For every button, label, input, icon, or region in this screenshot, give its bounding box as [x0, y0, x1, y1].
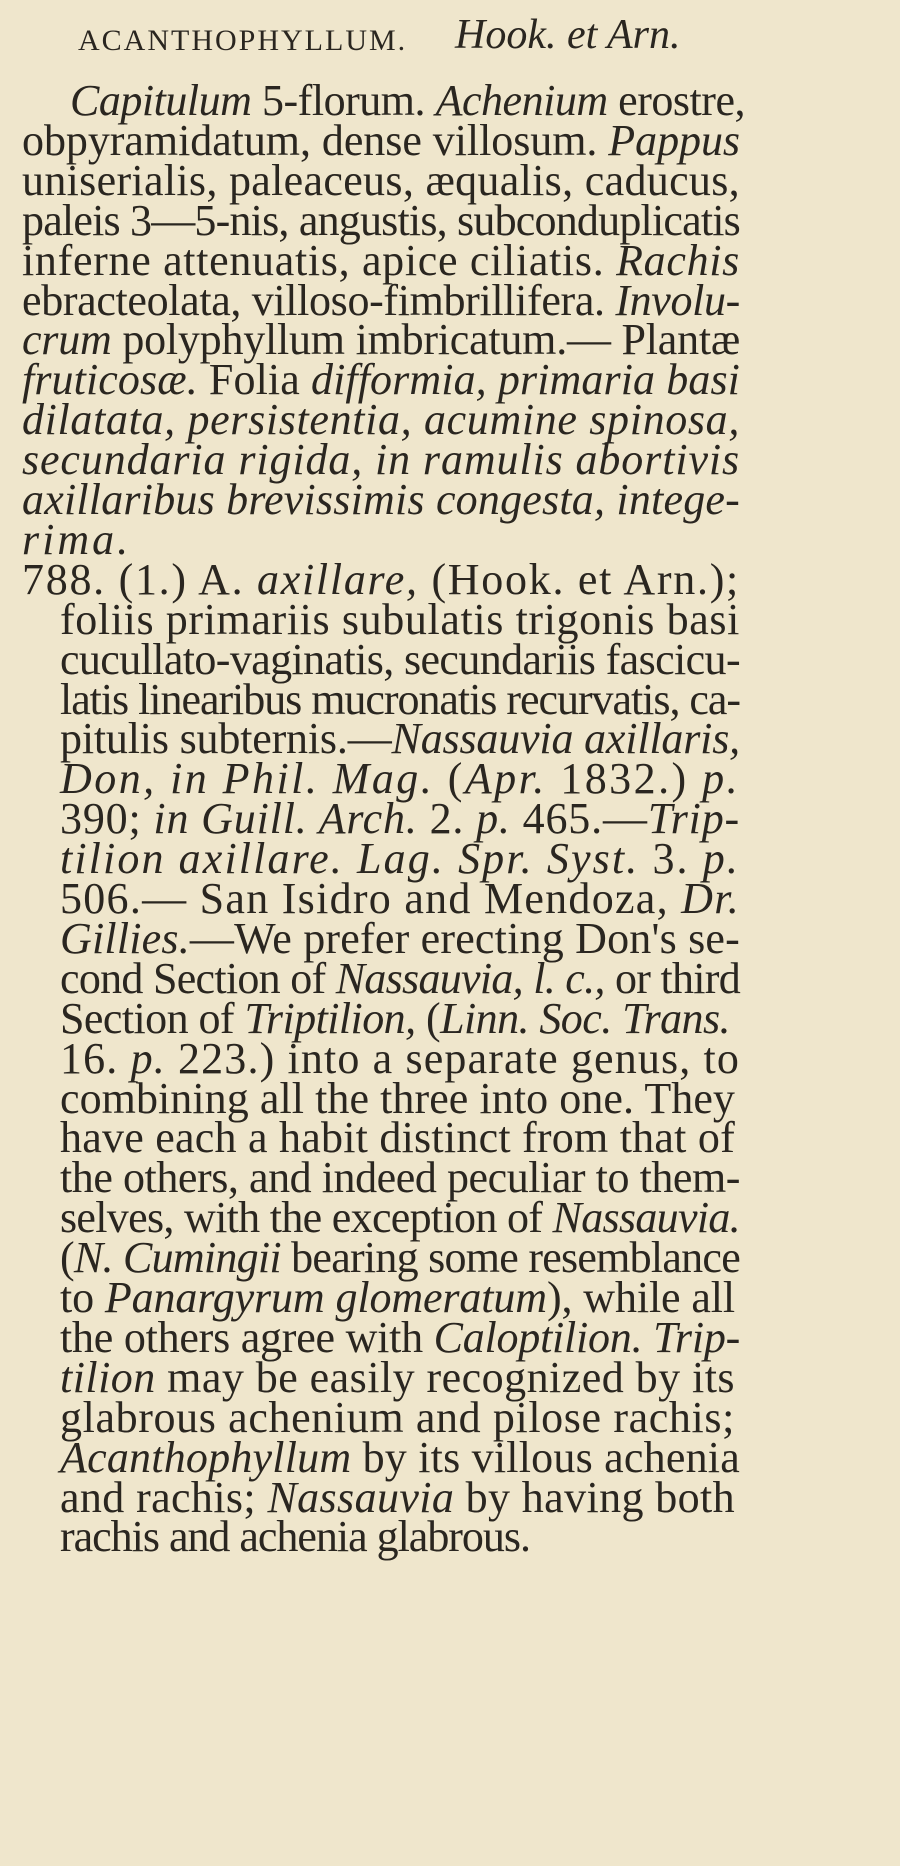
italic-run: Nassauvia [267, 1472, 455, 1522]
italic-run: tilion [60, 1352, 156, 1402]
roman-run: pitulis subternis.— [60, 714, 392, 764]
roman-run: by having both [454, 1472, 735, 1522]
italic-run: Achenium [435, 76, 608, 125]
roman-run: ebracteolata, villoso-fimbrillifera. [22, 275, 616, 325]
italic-run: p. [702, 754, 741, 804]
roman-run: 465.— [510, 794, 648, 844]
roman-run: 16. [60, 1033, 131, 1083]
italic-run: axillaribus brevissimis congesta, intege- [22, 475, 740, 524]
roman-run: by its villous achenia [351, 1432, 740, 1482]
roman-run: cond Section of [60, 953, 336, 1003]
roman-run: 223.) into a separate genus, to [165, 1033, 741, 1083]
roman-run: (Hook. et Arn.); [418, 554, 741, 604]
roman-run: ( [415, 993, 441, 1043]
italic-run: Don, in Phil. Mag. [60, 754, 435, 804]
italic-run: Trip- [653, 1312, 741, 1362]
roman-run: inferne attenuatis, apice ciliatis. [22, 235, 617, 285]
italic-run: dilatata, persistentia, acumine spinosa, [22, 395, 740, 445]
roman-run: the others, and indeed peculiar to them- [60, 1153, 741, 1203]
italic-run: Pappus [608, 115, 741, 165]
roman-run: Folia [197, 355, 311, 405]
italic-run: p. [130, 1033, 166, 1083]
italic-run: Panargyrum glomeratum [104, 1273, 547, 1322]
italic-run: tilion axillare. Lag. Spr. Syst. [60, 834, 640, 884]
roman-run: uniserialis, paleaceus, æqualis, caducus, [22, 155, 740, 205]
italic-run: Gillies. [60, 913, 190, 963]
italic-run: Nassauvia, l. c., [335, 953, 605, 1003]
roman-run: rachis and achenia glabrous. [60, 1512, 530, 1562]
italic-run: fruticosæ. [22, 355, 198, 405]
roman-run: glabrous achenium and pilose rachis; [60, 1392, 735, 1442]
roman-run: may be easily recognized by its [155, 1352, 735, 1402]
roman-run: or third [604, 953, 740, 1003]
roman-run: 3. [639, 834, 703, 884]
italic-run: Involu- [615, 275, 740, 325]
authority: Hook. et Arn. [455, 12, 681, 58]
italic-run: rima. [22, 514, 132, 564]
roman-run: 2. [417, 794, 477, 844]
italic-run: N. Cumingii [73, 1233, 281, 1283]
roman-run: ( [434, 754, 465, 804]
roman-run: cucullato-vaginatis, secundariis fascicu- [60, 634, 740, 684]
roman-run: latis linearibus mucronatis recurvatis, ca- [60, 674, 740, 724]
roman-run: 1832.) [546, 754, 703, 804]
italic-run: secundaria rigida, in ramulis abortivis [22, 435, 740, 485]
italic-run: Linn. Soc. Trans. [440, 993, 730, 1043]
italic-run: Rachis [616, 235, 740, 285]
roman-run: —We prefer erecting Don's se- [189, 913, 740, 963]
italic-run: Nassauvia. [552, 1193, 740, 1243]
roman-run: to [60, 1273, 105, 1322]
italic-run: axillare, [257, 554, 419, 604]
line-text [60, 1514, 530, 1560]
roman-run: obpyramidatum, dense villosum. [22, 115, 609, 165]
roman-run: erostre, [607, 76, 746, 125]
roman-run: ), while all [546, 1273, 735, 1322]
roman-run: Section of [60, 993, 245, 1043]
italic-run: Dr. [681, 874, 740, 923]
roman-run: 788. (1.) A. [22, 554, 258, 604]
italic-run: Capitulum [70, 76, 252, 125]
roman-run: 506.— San Isidro and Mendoza, [60, 874, 682, 923]
roman-run: paleis 3—5-nis, angustis, subconduplicatis [22, 195, 740, 245]
roman-run: polyphyllum imbricatum.— Plantæ [111, 315, 740, 365]
italic-run: crum [22, 315, 112, 365]
roman-run: combining all the three into one. They [60, 1073, 735, 1123]
italic-run: p. [476, 794, 511, 844]
roman-run: foliis primariis subulatis trigonis basi [60, 594, 740, 644]
italic-run: Caloptilion. [433, 1312, 643, 1362]
genus-heading: ACANTHOPHYLLUM. [78, 24, 408, 57]
italic-run: Acanthophyllum [60, 1432, 352, 1482]
italic-run: Nassauvia axillaris, [391, 714, 740, 764]
roman-run: 390; [60, 794, 154, 844]
roman-run: and rachis; [60, 1472, 268, 1522]
italic-run: in Guill. Arch. [153, 794, 418, 844]
italic-run: Triptilion, [244, 993, 416, 1043]
italic-run: p. [702, 834, 741, 884]
roman-run: the others agree with [60, 1312, 434, 1362]
italic-run: difformia, primaria basi [310, 355, 740, 405]
italic-run: Apr. [464, 754, 547, 804]
roman-run: bearing some resemblance [280, 1233, 741, 1283]
roman-run: have each a habit distinct from that of [60, 1113, 735, 1163]
italic-run: Trip- [647, 794, 741, 844]
roman-run: 5-florum. [251, 76, 436, 125]
roman-run: ( [60, 1233, 74, 1283]
roman-run: selves, with the exception of [60, 1193, 553, 1243]
